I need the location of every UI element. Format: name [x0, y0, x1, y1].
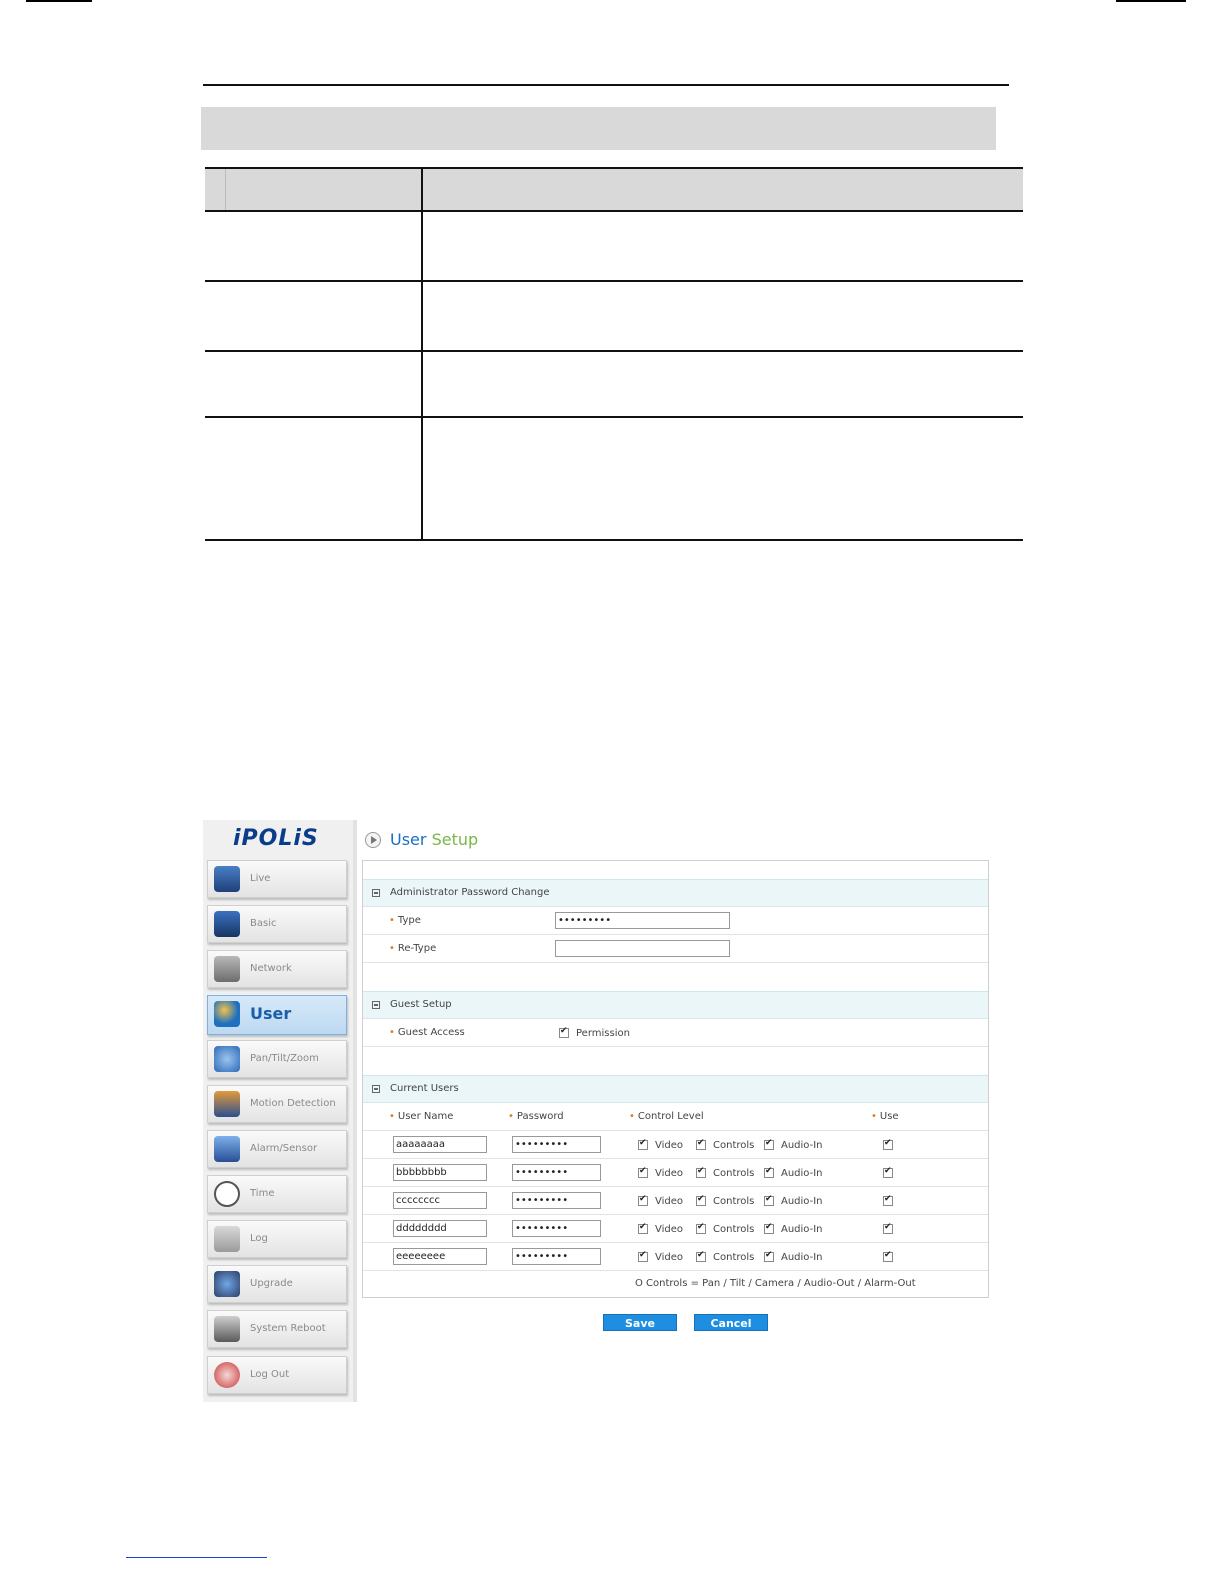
- table-column-divider: [421, 167, 423, 541]
- user-name-field[interactable]: cccccccc: [393, 1192, 487, 1209]
- audio-in-label: Audio-In: [781, 1140, 823, 1151]
- user-password-field[interactable]: •••••••••: [512, 1192, 601, 1209]
- audio-in-checkbox[interactable]: [764, 1140, 774, 1150]
- video-label: Video: [655, 1196, 684, 1207]
- section-guest-setup: [363, 991, 988, 1019]
- section-current-users: [363, 1075, 988, 1103]
- video-checkbox[interactable]: [638, 1196, 648, 1206]
- user-setup-screenshot: [203, 820, 1015, 1402]
- sidebar-item-motion-detection[interactable]: [207, 1085, 347, 1123]
- table-row-divider: [205, 416, 1023, 418]
- password-retype-field[interactable]: [555, 940, 730, 957]
- video-checkbox[interactable]: [638, 1252, 648, 1262]
- controls-label: Controls: [713, 1196, 755, 1207]
- users-header-row: [363, 1103, 988, 1131]
- type-label: • Type: [389, 915, 421, 926]
- settings-panel: [362, 860, 989, 1298]
- sidebar-item-label: Upgrade: [250, 1278, 293, 1289]
- section-label: Current Users: [390, 1083, 459, 1094]
- log-icon: [214, 1226, 240, 1252]
- footer-link-underline[interactable]: [126, 1557, 267, 1558]
- section-label: Administrator Password Change: [390, 887, 550, 898]
- collapse-icon[interactable]: [372, 1085, 380, 1093]
- sidebar-item-live[interactable]: [207, 860, 347, 898]
- upgrade-icon: [214, 1271, 240, 1297]
- user-row: [363, 1187, 988, 1215]
- user-row: [363, 1215, 988, 1243]
- user-password-field[interactable]: •••••••••: [512, 1136, 601, 1153]
- video-label: Video: [655, 1140, 684, 1151]
- sidebar-item-label: Network: [250, 963, 292, 974]
- controls-note: O Controls = Pan / Tilt / Camera / Audio-Out / Alarm-Out: [635, 1278, 916, 1289]
- sidebar: [203, 820, 357, 1402]
- retype-label: • Re-Type: [389, 943, 436, 954]
- sidebar-item-user[interactable]: [207, 995, 347, 1035]
- collapse-icon[interactable]: [372, 1001, 380, 1009]
- controls-label: Controls: [713, 1140, 755, 1151]
- table-header-row: [205, 167, 1023, 212]
- audio-in-label: Audio-In: [781, 1252, 823, 1263]
- controls-checkbox[interactable]: [696, 1168, 706, 1178]
- document-table: [205, 167, 1023, 541]
- sidebar-item-label: Pan/Tilt/Zoom: [250, 1053, 319, 1064]
- user-row: [363, 1131, 988, 1159]
- sidebar-item-log-out[interactable]: [207, 1356, 347, 1394]
- save-button[interactable]: Save: [603, 1314, 677, 1331]
- sidebar-item-log[interactable]: [207, 1220, 347, 1258]
- user-icon: [214, 1001, 240, 1027]
- password-header: • Password: [508, 1111, 564, 1122]
- table-header-divider: [225, 169, 226, 210]
- sidebar-item-basic[interactable]: [207, 905, 347, 943]
- ipolis-logo: iPOLiS: [233, 826, 319, 851]
- controls-label: Controls: [713, 1224, 755, 1235]
- user-name-field[interactable]: aaaaaaaa: [393, 1136, 487, 1153]
- controls-checkbox[interactable]: [696, 1196, 706, 1206]
- audio-in-checkbox[interactable]: [764, 1196, 774, 1206]
- user-name-field[interactable]: dddddddd: [393, 1220, 487, 1237]
- user-row: [363, 1243, 988, 1271]
- network-icon: [214, 956, 240, 982]
- title-arrow-icon: [365, 832, 381, 848]
- header-rule: [203, 84, 1009, 86]
- audio-in-label: Audio-In: [781, 1168, 823, 1179]
- audio-in-label: Audio-In: [781, 1224, 823, 1235]
- sidebar-item-label: Log Out: [250, 1369, 290, 1380]
- sidebar-item-time[interactable]: [207, 1175, 347, 1213]
- user-name-field[interactable]: bbbbbbbb: [393, 1164, 487, 1181]
- guest-access-label: • Guest Access: [389, 1027, 465, 1038]
- use-checkbox[interactable]: [883, 1224, 893, 1234]
- video-label: Video: [655, 1252, 684, 1263]
- log-out-icon: [214, 1362, 240, 1388]
- page-title: [390, 830, 478, 849]
- video-checkbox[interactable]: [638, 1224, 648, 1234]
- use-checkbox[interactable]: [883, 1252, 893, 1262]
- cancel-button[interactable]: Cancel: [694, 1314, 768, 1331]
- sidebar-item-label: Live: [250, 873, 271, 884]
- form-row-retype: [363, 935, 988, 963]
- section-label: Guest Setup: [390, 999, 452, 1010]
- ptz-icon: [214, 1046, 240, 1072]
- video-label: Video: [655, 1224, 684, 1235]
- sidebar-item-upgrade[interactable]: [207, 1265, 347, 1303]
- sidebar-item-label: System Reboot: [250, 1323, 326, 1334]
- system-reboot-icon: [214, 1316, 240, 1342]
- table-row-divider: [205, 280, 1023, 282]
- corner-mark-left: [26, 0, 92, 2]
- sidebar-item-label: Basic: [250, 918, 277, 929]
- sidebar-item-label: Motion Detection: [250, 1098, 336, 1109]
- controls-checkbox[interactable]: [696, 1252, 706, 1262]
- sidebar-item-alarm-sensor[interactable]: [207, 1130, 347, 1168]
- page-title-setup: Setup: [431, 830, 479, 849]
- sidebar-item-label: User: [250, 1004, 292, 1023]
- user-name-field[interactable]: eeeeeeee: [393, 1248, 487, 1265]
- table-bottom-border: [205, 539, 1023, 541]
- audio-in-checkbox[interactable]: [764, 1252, 774, 1262]
- audio-in-checkbox[interactable]: [764, 1224, 774, 1234]
- user-name-header: • User Name: [389, 1111, 453, 1122]
- sidebar-item-label: Log: [250, 1233, 268, 1244]
- use-header: • Use: [871, 1111, 899, 1122]
- sidebar-item-network[interactable]: [207, 950, 347, 988]
- controls-label: Controls: [713, 1252, 755, 1263]
- corner-mark-right: [1116, 0, 1186, 2]
- clock-icon: [214, 1181, 240, 1207]
- controls-checkbox[interactable]: [696, 1224, 706, 1234]
- guest-permission-checkbox[interactable]: [559, 1028, 569, 1038]
- use-checkbox[interactable]: [883, 1140, 893, 1150]
- video-label: Video: [655, 1168, 684, 1179]
- monitor-icon: [214, 911, 240, 937]
- permission-label: Permission: [576, 1028, 630, 1039]
- table-row-divider: [205, 350, 1023, 352]
- form-row-type: [363, 907, 988, 935]
- video-checkbox[interactable]: [638, 1168, 648, 1178]
- controls-label: Controls: [713, 1168, 755, 1179]
- sidebar-item-system-reboot[interactable]: [207, 1310, 347, 1348]
- user-row: [363, 1159, 988, 1187]
- user-password-field[interactable]: •••••••••: [512, 1248, 601, 1265]
- audio-in-checkbox[interactable]: [764, 1168, 774, 1178]
- use-checkbox[interactable]: [883, 1196, 893, 1206]
- password-type-field[interactable]: •••••••••: [555, 912, 730, 929]
- user-password-field[interactable]: •••••••••: [512, 1220, 601, 1237]
- motion-detection-icon: [214, 1091, 240, 1117]
- section-admin-password: [363, 879, 988, 907]
- alarm-sensor-icon: [214, 1136, 240, 1162]
- monitor-icon: [214, 866, 240, 892]
- form-row-guest-access: [363, 1019, 988, 1047]
- use-checkbox[interactable]: [883, 1168, 893, 1178]
- sidebar-item-pan-tilt-zoom[interactable]: [207, 1040, 347, 1078]
- user-password-field[interactable]: •••••••••: [512, 1164, 601, 1181]
- audio-in-label: Audio-In: [781, 1196, 823, 1207]
- video-checkbox[interactable]: [638, 1140, 648, 1150]
- control-level-header: • Control Level: [629, 1111, 704, 1122]
- sidebar-item-label: Alarm/Sensor: [250, 1143, 318, 1154]
- controls-checkbox[interactable]: [696, 1140, 706, 1150]
- section-heading-band: [201, 107, 996, 150]
- collapse-icon[interactable]: [372, 889, 380, 897]
- page-title-user: User: [390, 830, 427, 849]
- sidebar-item-label: Time: [250, 1188, 275, 1199]
